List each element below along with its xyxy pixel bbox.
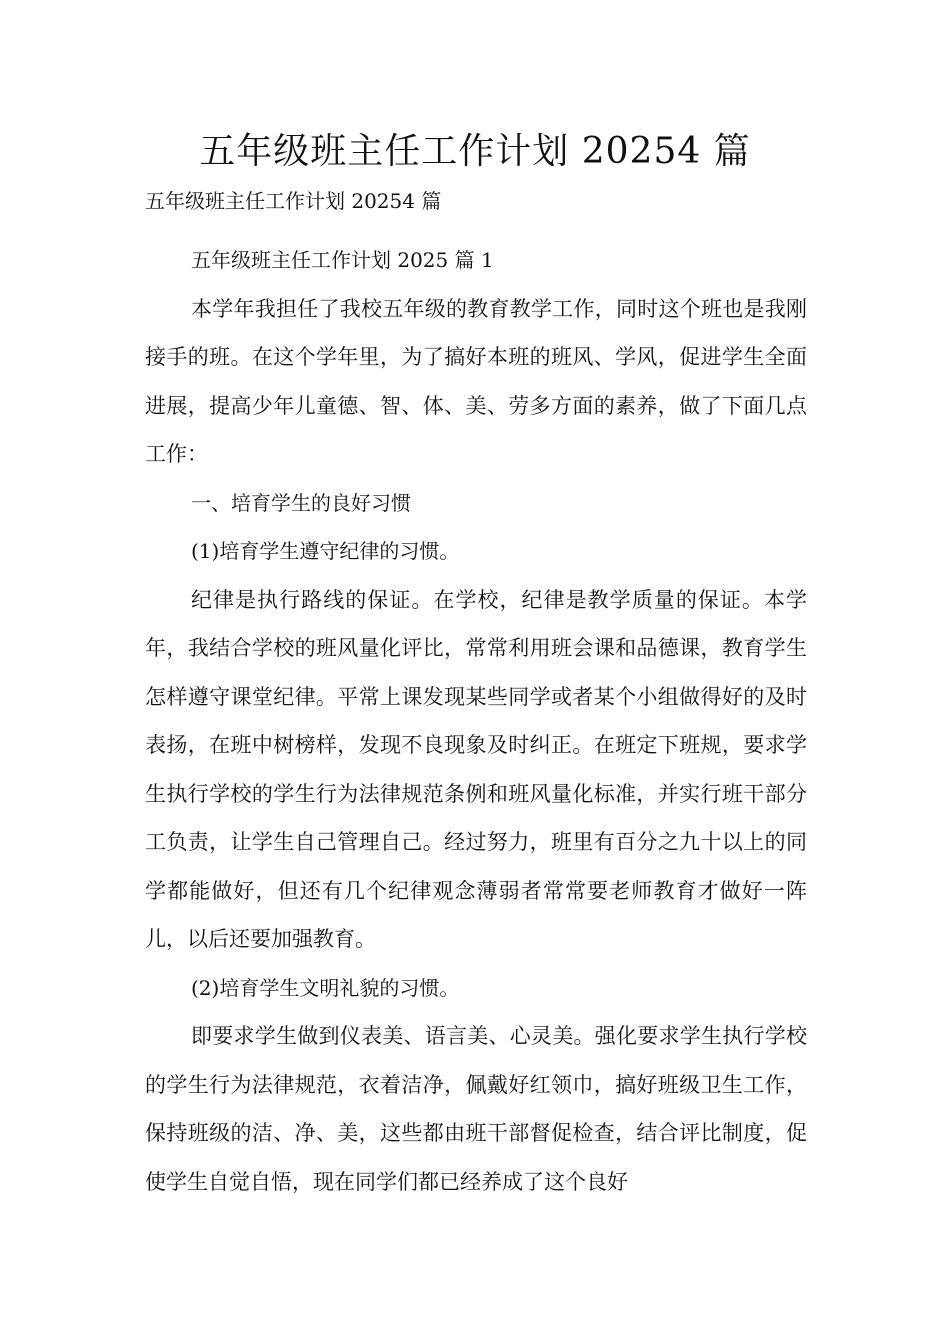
courtesy-paragraph: 即要求学生做到仪表美、语言美、心灵美。强化要求学生执行学校的学生行为法律规范，衣着洁净，佩戴好红领巾，搞好班级卫生工作，保持班级的洁、净、美，这些都由班干部督促检查，结合评比制度，促使学生自觉自悟，现在同学们都已经养成了这个良好: [145, 1024, 807, 1194]
subheading-courtesy: (2)培育学生文明礼貌的习惯。: [191, 975, 460, 1000]
discipline-paragraph: 纪律是执行路线的保证。在学校，纪律是教学质量的保证。本学年，我结合学校的班风量化评比，常常利用班会课和品德课，教育学生怎样遵守课堂纪律。平常上课发现某些同学或者某个小组做得好的及时表扬，在班中树榜样，发现不良现象及时纠正。在班定下班规，要求学生执行学校的学生行为法律规范条例和班风量化标准，并实行班干部分工负责，让学生自己管理自己。经过努力，班里有百分之九十以上的同学都能做好，但还有几个纪律观念薄弱者常常要老师教育才做好一阵儿，以后还要加强教育。: [145, 587, 807, 951]
document-subtitle: 五年级班主任工作计划 20254 篇: [145, 189, 442, 213]
subheading-discipline: (1)培育学生遵守纪律的习惯。: [191, 539, 460, 563]
section-title: 五年级班主任工作计划 2025 篇 1: [191, 248, 494, 272]
document-body: [145, 236, 807, 1206]
intro-paragraph: 本学年我担任了我校五年级的教育教学工作，同时这个班也是我刚接手的班。在这个学年里，为了搞好本班的班风、学风，促进学生全面进展，提高少年儿童德、智、体、美、劳多方面的素养，做了下面几点工作：: [145, 296, 807, 466]
heading-good-habits: 一、培育学生的良好习惯: [191, 490, 411, 515]
page-title: 五年级班主任工作计划 20254 篇: [199, 131, 751, 172]
